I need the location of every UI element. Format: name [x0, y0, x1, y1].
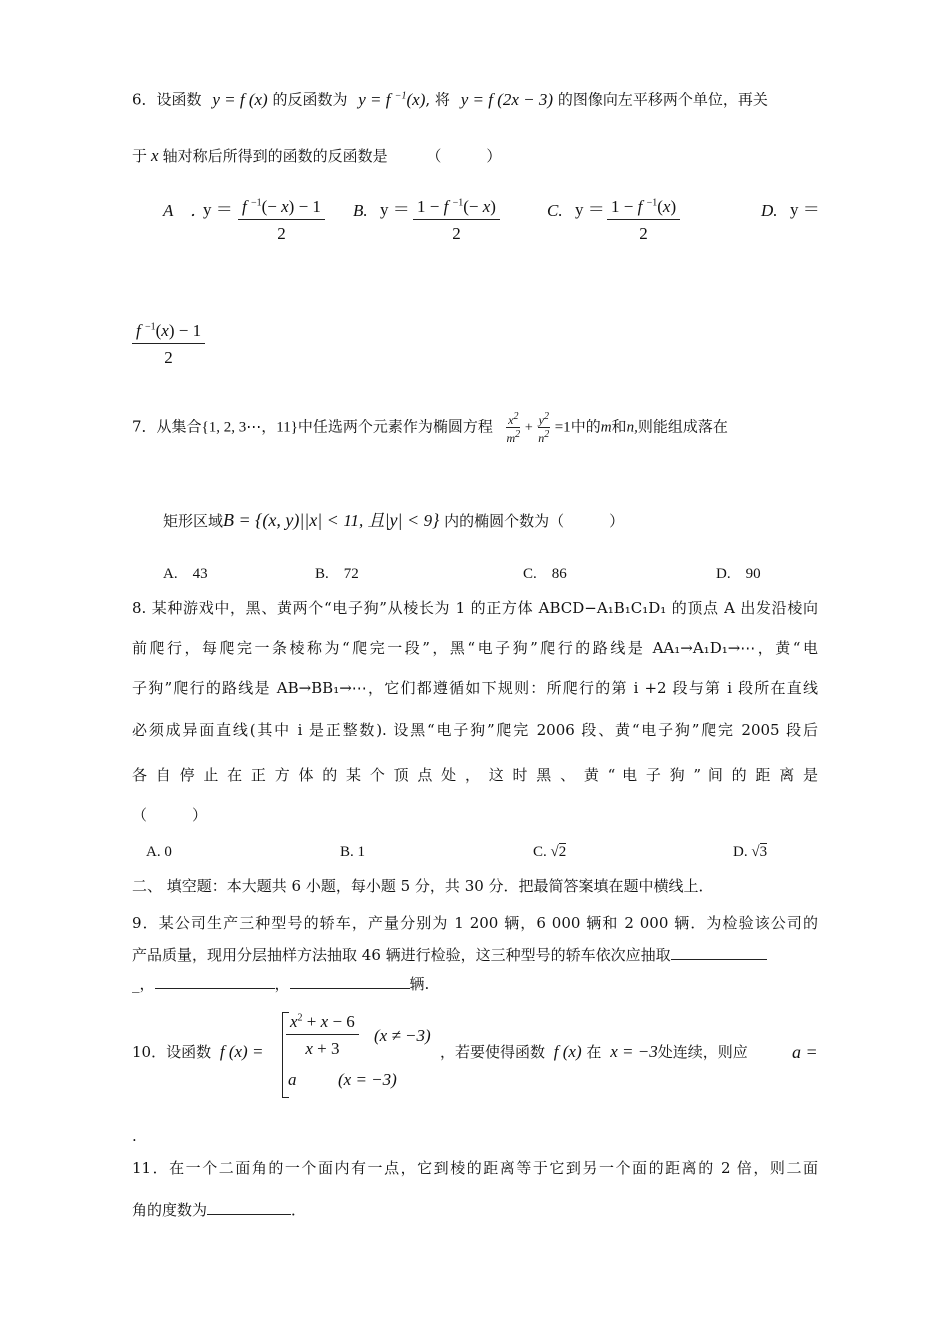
q6-option-b-yeq: y ＝: [380, 200, 410, 219]
q6-option-d-fraction: $\frac{f ^{-1}(x) - 1}{2}$: [132, 321, 205, 368]
q9-stem-text: 产品质量，现用分层抽样方法抽取 46 辆进行检验，这三种型号的轿车依次应抽取: [132, 946, 671, 964]
q6-stem-text-3: , 将: [425, 90, 450, 109]
q10-mid-text: ，若要使得函数: [440, 1043, 546, 1061]
q10-period: .: [132, 1127, 137, 1145]
q7-line-2: [163, 510, 624, 531]
q7-n-var: n,: [626, 419, 638, 436]
q6-formula-fx: y = f (x): [212, 89, 268, 109]
q11-blank[interactable]: [207, 1199, 291, 1215]
q7-cond-b: 9: [423, 511, 433, 530]
q8-sqrt3: √3: [751, 844, 768, 860]
q9-comma: ，: [274, 975, 290, 993]
q6-option-d-yeq: y ＝: [790, 200, 820, 219]
q7-option-b: B. 72: [315, 566, 359, 582]
q6-option-a-label: A ．: [163, 201, 208, 220]
q7-region-label: 矩形区域: [163, 512, 224, 530]
q9-blank-1-tail: _，: [132, 975, 155, 993]
q8-option-d-label: D.: [733, 844, 748, 860]
q7-set: {1, 2, 3⋯，11}: [201, 419, 298, 436]
q7-ellipse-y-term: $\frac{y^2}{n^2}$: [538, 411, 550, 445]
q6-option-c-denominator: 2: [639, 224, 648, 243]
q10-lead: [132, 1042, 263, 1062]
q9-blank-3[interactable]: [290, 973, 410, 989]
q7-option-d: D. 90: [716, 566, 761, 582]
q7-stem-text-2: 中任选两个元素作为椭圆方程: [297, 417, 493, 436]
q8-option-c-label: C.: [533, 844, 547, 860]
q10-a-eq: a =: [792, 1042, 818, 1062]
q6-formula-finv: y = f $^{-1}$(x): [358, 89, 426, 109]
q10-lead-text: 10．设函数: [132, 1043, 212, 1061]
q6-option-a-yeq: y ＝: [203, 200, 233, 219]
q8-line-5: 各 自 停 止 在 正 方 体 的 某 个 顶 点 处 ， 这 时 黑 、 黄 “ 电 子 狗 ” 间 的 距 离 是: [132, 766, 818, 784]
q6-line-2: [132, 146, 501, 166]
q8-option-d: [733, 842, 767, 862]
q6-option-a-fraction: $\frac{f ^{-1}(- x) - 1}{2}$: [238, 197, 325, 244]
q6-stem-text-4: 的图像向左平移两个单位，再关: [557, 90, 768, 109]
q7-stem-text-3: 中的: [570, 417, 601, 436]
q9-line-2: [132, 944, 767, 965]
q10-tail-text: 处连续，则应: [657, 1043, 748, 1061]
q6-answer-paren: （ ）: [426, 147, 502, 165]
q8-line-2: 前爬行，每爬完一条棱称为“爬完一段”，黑“电子狗”爬行的路线是 AA₁→A₁D₁→⋯，黄“电: [132, 639, 818, 657]
q9-line-3: [132, 973, 429, 994]
q9-blank-2[interactable]: [155, 973, 275, 989]
q8-line-4: 必须成异面直线(其中 i 是正整数). 设黑“电子狗”爬完 2006 段、黄“电子狗”爬完 2005 段后: [132, 721, 818, 739]
q10-at-text: 在: [586, 1043, 602, 1061]
q7-stem-text-4: 则能组成落在: [637, 417, 728, 436]
q10-case-2-condition: (x = −3): [338, 1070, 397, 1089]
q8-option-a: A. 0: [146, 844, 172, 860]
q6-stem-text: 6．设函数: [132, 90, 202, 109]
q6-stem-text-6: 轴对称后所得到的函数的反函数是: [162, 147, 388, 165]
q6-stem-text-5: 于: [132, 147, 148, 165]
q7-eq-one: =1: [554, 419, 571, 436]
q6-option-b-denominator: 2: [452, 224, 461, 243]
q7-plus: +: [524, 420, 533, 436]
q7-option-a: A. 43: [163, 566, 208, 582]
q6-x-var: x: [151, 146, 159, 165]
q6-option-d-label: D.: [761, 201, 778, 220]
q8-option-b: B. 1: [340, 844, 366, 860]
q6-line-1: [132, 86, 768, 110]
q7-option-c: C. 86: [523, 566, 567, 582]
q6-formula-shift: y = f (2x − 3): [460, 89, 554, 109]
q7-ellipse-x-term: $\frac{x^2}{m^2}$: [506, 411, 521, 445]
q7-cond-a: 11, 且: [343, 511, 385, 530]
section-2-heading: 二、 填空题：本大题共 6 小题，每小题 5 分，共 30 分．把最简答案填在题中横线上．: [132, 877, 714, 895]
q7-m-var: m: [600, 419, 612, 436]
q6-option-a-denominator: 2: [277, 224, 286, 243]
q8-sqrt2: √2: [550, 844, 567, 860]
q8-line-3: 子狗”爬行的路线是 AB→BB₁→⋯，它们都遵循如下规则：所爬行的第 i +2 段与第 i 段所在直线: [132, 679, 818, 697]
q7-he: 和: [611, 417, 627, 436]
q9-stem-tail: 辆.: [409, 975, 430, 993]
q7-stem-text-5: 内的椭圆个数为（ ）: [444, 512, 625, 530]
q10-case-1-condition: (x ≠ −3): [374, 1026, 431, 1045]
q7-region-set: B = {(x, y)||x| < 11, 且|y| < 9}: [223, 510, 440, 530]
q8-root2-value: 2: [558, 844, 567, 860]
q6-option-b-fraction: $\frac{1 - f ^{-1}(- x)}{2}$: [413, 197, 500, 244]
q6-option-c-label: C.: [547, 201, 563, 220]
q6-option-c-yeq: y ＝: [575, 200, 605, 219]
q11-stem-text: 角的度数为: [132, 1201, 208, 1219]
q10-fx: f (x) =: [219, 1042, 264, 1061]
q7-stem-text: 7．从集合: [132, 417, 202, 436]
q11-line-2: [132, 1199, 306, 1220]
q10-fx-2: f (x): [553, 1042, 582, 1061]
q8-line-1: 8. 某种游戏中，黑、黄两个“电子狗”从棱长为 1 的正方体 ABCD−A₁B₁C₁D₁ 的顶点 A 出发沿棱向: [132, 599, 818, 617]
q10-tail: [440, 1042, 748, 1062]
q10-case-2-value: a: [288, 1070, 297, 1089]
q10-x-value: x = −3: [610, 1042, 658, 1061]
q8-option-c: [533, 842, 566, 862]
q6-option-b-label: B.: [353, 201, 368, 220]
q8-answer-paren: （ ）: [132, 806, 208, 824]
q9-blank-1[interactable]: [671, 944, 767, 960]
q8-root3-value: 3: [759, 844, 768, 860]
q6-option-d-denominator: 2: [164, 348, 173, 367]
q9-line-1: 9．某公司生产三种型号的轿车，产量分别为 1 200 辆，6 000 辆和 2 000 辆．为检验该公司的: [132, 914, 818, 932]
q7-line-1: [132, 410, 728, 445]
q6-option-c-fraction: $\frac{1 - f ^{-1}(x)}{2}$: [607, 197, 680, 244]
q10-case-1-fraction: $\frac{x^2 + x - 6}{x + 3}$: [286, 1012, 359, 1059]
q6-stem-text-2: 的反函数为: [272, 90, 348, 109]
q11-period: ．: [291, 1201, 307, 1219]
q11-line-1: 11．在一个二面角的一个面内有一点，它到棱的距离等于它到另一个面的距离的 2 倍，则二面: [132, 1159, 818, 1177]
